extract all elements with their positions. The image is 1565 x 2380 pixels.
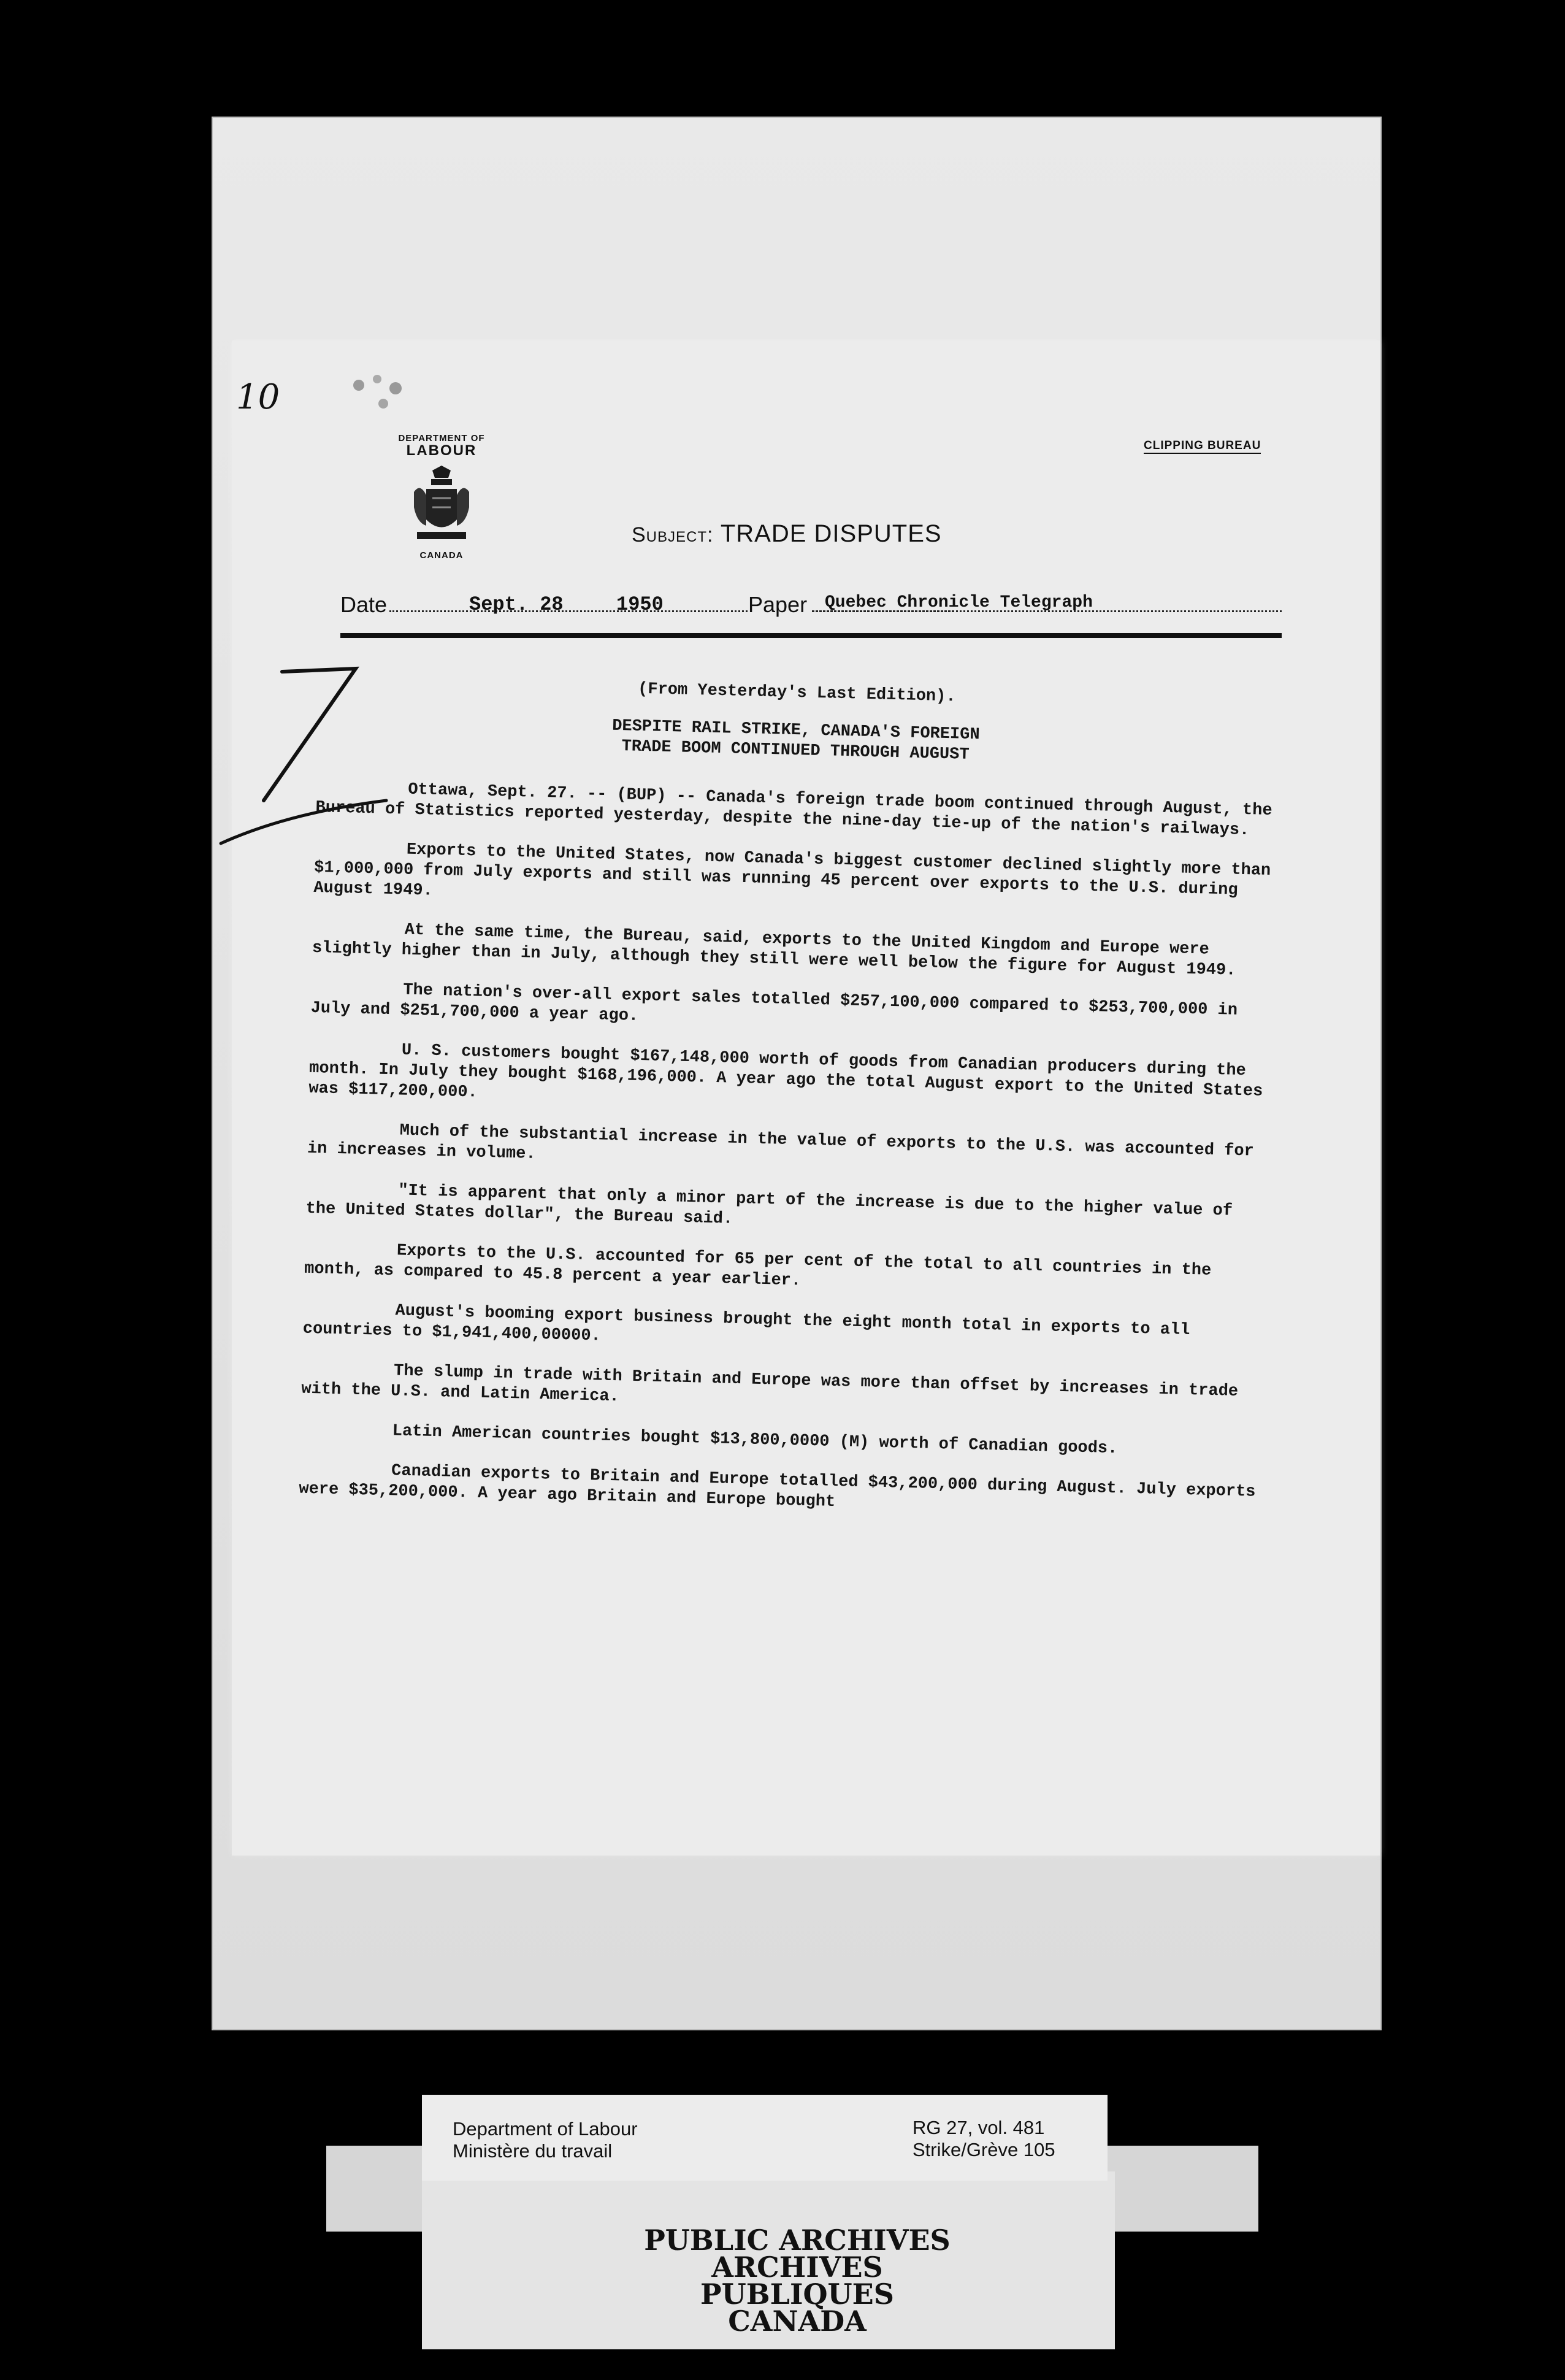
date-label: Date bbox=[340, 592, 388, 617]
department-english: Department of Labour bbox=[453, 2118, 638, 2140]
archive-label-card bbox=[422, 2095, 1108, 2181]
date-value: Sept. 28 bbox=[469, 593, 564, 616]
headline-line-1: DESPITE RAIL STRIKE, CANADA'S FOREIGN bbox=[611, 716, 980, 745]
public-archives-stamp bbox=[613, 2224, 981, 2338]
headline bbox=[317, 709, 1274, 773]
strike-number: Strike/Grève 105 bbox=[913, 2139, 1055, 2160]
article-body bbox=[298, 672, 1275, 1543]
paper-value: Quebec Chronicle Telegraph bbox=[825, 593, 1093, 612]
paragraph: August's booming export business brought the eight month total in exports to all countries to $1,941,400,00000. bbox=[302, 1302, 1190, 1346]
date-paper-row bbox=[340, 592, 1282, 629]
paragraph: Exports to the United States, now Canada's biggest customer declined slightly more than $1,000,000 from July exports and still was running 45 percent over exports to the U.S. during August 1949. bbox=[313, 840, 1271, 900]
paragraph: Canadian exports to Britain and Europe totalled $43,200,000 during August. July exports were $35,200,000. A year ago Britain and Europe bought bbox=[299, 1462, 1256, 1511]
handwritten-annotation: 10 bbox=[236, 377, 280, 417]
department-logo-block bbox=[371, 433, 512, 561]
paragraph: At the same time, the Bureau, said, exports to the United Kingdom and Europe were slightly higher than in July, although they still were well below the figure for August 1949. bbox=[312, 921, 1236, 980]
paragraph: Ottawa, Sept. 27. -- (BUP) -- Canada's foreign trade boom continued through August, the Bureau of Statistics reported yesterday, despite the nine-day tie-up of the nation's railways. bbox=[315, 780, 1272, 840]
headline-line-2: TRADE BOOM CONTINUED THROUGH AUGUST bbox=[621, 737, 970, 764]
record-group: RG 27, vol. 481 bbox=[913, 2117, 1045, 2138]
subject-line bbox=[632, 520, 942, 548]
paragraph: U. S. customers bought $167,148,000 worth of goods from Canadian producers during the month. In July they bought $168,196,000. A year ago the total August export to the United States was $117,200,000. bbox=[308, 1041, 1263, 1102]
stamp-line-3: CANADA bbox=[728, 2305, 867, 2338]
edition-note: (From Yesterday's Last Edition). bbox=[637, 680, 956, 707]
coat-of-arms-icon bbox=[408, 464, 475, 550]
paragraph: The slump in trade with Britain and Europe was more than offset by increases in trade with the U.S. and Latin America. bbox=[301, 1362, 1239, 1407]
stamp-line-2: ARCHIVES PUBLIQUES bbox=[700, 2251, 894, 2311]
archive-reference bbox=[913, 2117, 1055, 2161]
department-country: CANADA bbox=[419, 550, 464, 561]
ink-stain-icon bbox=[346, 367, 414, 422]
subject-value: TRADE DISPUTES bbox=[720, 520, 942, 547]
year-value: 1950 bbox=[616, 593, 664, 616]
stamp-line-1: PUBLIC ARCHIVES bbox=[644, 2224, 951, 2257]
header-rule bbox=[340, 633, 1282, 638]
subject-label: Subject: bbox=[632, 523, 714, 547]
archive-department bbox=[453, 2118, 638, 2162]
paper-label: Paper bbox=[748, 592, 811, 618]
clipping-bureau-label: CLIPPING BUREAU bbox=[1144, 439, 1261, 454]
paragraph: Much of the substantial increase in the value of exports to the U.S. was accounted for in increases in volume. bbox=[307, 1121, 1255, 1164]
department-name: LABOUR bbox=[406, 442, 477, 459]
paragraph: Exports to the U.S. accounted for 65 per cent of the total to all countries in the month, as compared to 45.8 percent a year earlier. bbox=[304, 1242, 1212, 1291]
paragraph: The nation's over-all export sales totalled $257,100,000 compared to $253,700,000 in July and $251,700,000 a year ago. bbox=[310, 981, 1238, 1026]
department-of-label: DEPARTMENT OF bbox=[398, 433, 485, 443]
department-french: Ministère du travail bbox=[453, 2140, 613, 2162]
paragraph: Latin American countries bought $13,800,0000 (M) worth of Canadian goods. bbox=[392, 1422, 1118, 1459]
paragraph: "It is apparent that only a minor part of the increase is due to the higher value of the United States dollar", the Bureau said. bbox=[305, 1181, 1233, 1229]
